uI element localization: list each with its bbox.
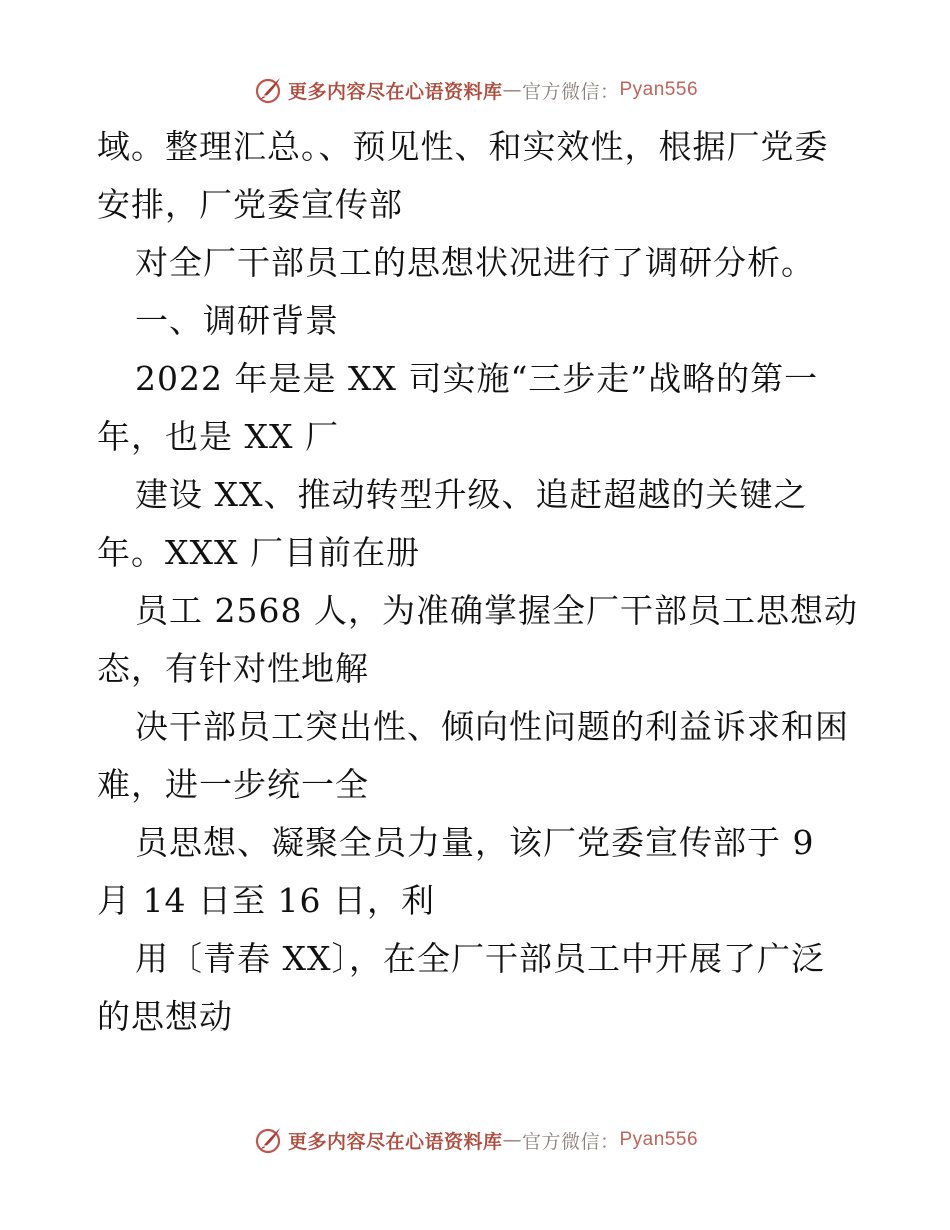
paragraph-line: 一、调研背景 [135,301,339,340]
watermark-wechat-label: 官方微信： [521,1130,620,1153]
paragraph-line: 难，进一步统一全 [97,765,369,804]
paragraph-line: 决干部员工突出性、倾向性问题的利益诉求和困 [135,707,849,746]
watermark-wechat-id: Pyan556 [619,79,699,100]
watermark-wechat-label: 官方微信： [521,80,620,103]
paragraph-line: 员工 2568 人，为准确掌握全厂干部员工思想动 [135,591,858,630]
paragraph-line: 用〔青春 XX〕，在全厂干部员工中开展了广泛 [135,939,825,978]
paragraph-line: 年，也是 XX 厂 [97,417,339,456]
paragraph-line: 安排，厂党委宣传部 [97,185,403,224]
header-watermark [0,70,950,110]
paragraph-line: 的思想动 [97,997,233,1036]
paragraph-line: 域。整理汇总。、预见性、和实效性，根据厂党委 [97,127,829,166]
paragraph-line: 建设 XX、推动转型升级、追赶超越的关键之 [135,475,808,514]
paragraph-line: 年。XXX 厂目前在册 [97,533,420,572]
paragraph-line: 月 14 日至 16 日，利 [97,881,435,920]
document-body [97,118,857,1046]
watermark-wechat-id: Pyan556 [619,1129,699,1150]
watermark-dash: — [502,1129,522,1151]
watermark-dash: — [502,79,522,101]
footer-watermark [0,1120,950,1160]
quill-logo-icon [252,1124,284,1156]
paragraph-line: 2022 年是是 XX 司实施“三步走”战略的第一 [135,359,819,398]
watermark-brand-text: 更多内容尽在心语资料库 [287,1130,503,1153]
quill-logo-icon [252,74,284,106]
paragraph-line: 态，有针对性地解 [97,649,369,688]
paragraph-line: 对全厂干部员工的思想状况进行了调研分析。 [135,243,815,282]
paragraph-line: 员思想、凝聚全员力量，该厂党委宣传部于 9 [135,823,815,862]
watermark-brand-text: 更多内容尽在心语资料库 [287,80,503,103]
